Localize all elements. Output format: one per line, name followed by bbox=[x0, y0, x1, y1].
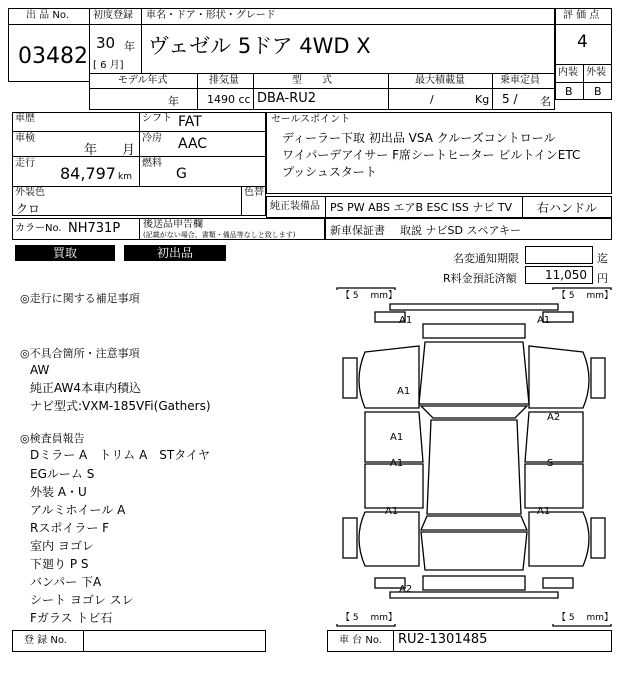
fuel-value: G bbox=[176, 166, 187, 182]
sales-point-line: ワイパーデアイサー F席シートヒーター ビルトインETC bbox=[282, 148, 581, 162]
defect-item: 純正AW4本車内積込 bbox=[30, 381, 142, 395]
mileage-label: 走行 bbox=[15, 158, 35, 169]
score-label: 評 価 点 bbox=[563, 10, 600, 21]
exterior-label: 外装 bbox=[586, 67, 606, 78]
tire-bracket-tl bbox=[337, 288, 395, 290]
defects-title: ◎不具合箇所・注意事項 bbox=[20, 347, 140, 360]
damage-mark: A1 bbox=[397, 386, 411, 397]
damage-mark: A1 bbox=[385, 506, 399, 517]
shift-label: シフト bbox=[142, 113, 172, 124]
front-grille bbox=[423, 324, 525, 338]
inspector-item: 外装 A・U bbox=[30, 485, 87, 499]
inspector-item: Dミラー A トリム A STタイヤ bbox=[30, 448, 210, 462]
reg-month: [ 6 月] bbox=[93, 60, 124, 71]
damage-mark: A1 bbox=[390, 458, 404, 469]
model-year-label: モデル年式 bbox=[118, 75, 168, 86]
rear-window-outline bbox=[421, 516, 527, 530]
name-change-label: 名変通知期限 bbox=[453, 252, 519, 265]
load-unit: Kg bbox=[475, 93, 490, 106]
sales-point-line: ディーラー下取 初出品 VSA クルーズコントロール bbox=[282, 131, 556, 145]
color-value: クロ bbox=[16, 202, 41, 216]
capacity-label: 乗車定員 bbox=[500, 75, 540, 86]
rear-right-lamp bbox=[543, 578, 573, 588]
first-listing-badge: 初出品 bbox=[124, 245, 226, 261]
type-label: 型 式 bbox=[292, 75, 332, 86]
displacement-label: 排気量 bbox=[209, 75, 239, 86]
damage-mark: A1 bbox=[537, 315, 551, 326]
left-front-fender bbox=[359, 346, 419, 408]
tire-depth-tl: 【 5 mm】 bbox=[341, 291, 397, 301]
after-note: (記載がない場合、書類・備品等なしと致します) bbox=[143, 231, 296, 239]
defect-item: AW bbox=[30, 363, 50, 377]
shift-value: FAT bbox=[178, 114, 202, 130]
name-change-box bbox=[525, 246, 593, 264]
trunk-outline bbox=[421, 532, 527, 570]
left-rear-fender bbox=[359, 512, 419, 566]
sales-points-label: セールスポイント bbox=[271, 114, 351, 125]
damage-mark: A1 bbox=[399, 315, 413, 326]
reg-no-label: 登 録 No. bbox=[24, 635, 67, 646]
left-rear-door bbox=[365, 464, 423, 508]
roof-outline bbox=[427, 420, 521, 514]
reg-year-unit: 年 bbox=[124, 40, 135, 53]
name-change-unit: 迄 bbox=[597, 252, 608, 265]
rear-garnish bbox=[423, 576, 525, 590]
mileage-unit: km bbox=[118, 172, 132, 182]
inspection-year: 年 bbox=[84, 143, 98, 158]
damage-mark: S bbox=[547, 458, 554, 469]
equipment-items: PS PW ABS エアB ESC ISS ナビ TV bbox=[330, 201, 513, 214]
handle-value: 右ハンドル bbox=[537, 201, 598, 215]
chassis-label: 車 台 No. bbox=[339, 635, 382, 646]
color-no-value: NH731P bbox=[68, 221, 121, 236]
mileage-value: 84,797 bbox=[60, 164, 116, 183]
inspection-label: 車検 bbox=[15, 133, 35, 144]
car-damage-diagram bbox=[335, 286, 613, 628]
inspector-title: ◎検査員報告 bbox=[20, 432, 85, 445]
right-rear-fender bbox=[529, 512, 589, 566]
rear-bumper-outline bbox=[390, 592, 558, 598]
ac-value: AAC bbox=[178, 136, 208, 152]
buy-badge: 買取 bbox=[15, 245, 115, 261]
lot-label: 出 品 No. bbox=[26, 10, 69, 21]
interior-score: B bbox=[565, 85, 573, 98]
warranty-label: 新車保証書 bbox=[330, 224, 385, 237]
car-name: ヴェゼル 5ドア 4WD X bbox=[148, 34, 371, 58]
recycle-fee: 11,050 bbox=[545, 268, 587, 282]
inspector-item: EGルーム S bbox=[30, 467, 95, 481]
chassis-number: RU2-1301485 bbox=[398, 632, 488, 647]
hood-outline bbox=[419, 342, 529, 404]
right-rear-door bbox=[525, 464, 583, 508]
inspector-item: シート ヨゴレ スレ bbox=[30, 593, 134, 607]
lot-number: 03482 bbox=[18, 44, 88, 69]
tire-front-right bbox=[591, 358, 605, 398]
inspector-item: Rスポイラー F bbox=[30, 521, 110, 535]
load-label: 最大積載量 bbox=[415, 75, 465, 86]
tire-depth-tr: 【 5 mm】 bbox=[557, 291, 613, 301]
recycle-label: R料金預託済額 bbox=[443, 272, 517, 285]
damage-mark: A2 bbox=[399, 584, 413, 595]
defect-item: ナビ型式:VXM-185VFi(Gathers) bbox=[30, 399, 211, 413]
inspector-item: Fガラス トビ石 bbox=[30, 611, 113, 625]
displacement: 1490 cc bbox=[207, 93, 251, 106]
model-year-unit: 年 bbox=[168, 95, 179, 108]
inspector-item: アルミホイール A bbox=[30, 503, 126, 517]
inspector-item: 室内 ヨゴレ bbox=[30, 539, 94, 553]
capacity-unit: 名 bbox=[540, 95, 551, 108]
right-front-fender bbox=[529, 346, 589, 408]
tire-depth-br: 【 5 mm】 bbox=[557, 613, 613, 623]
tire-front-left bbox=[343, 358, 357, 398]
damage-mark: A1 bbox=[390, 432, 404, 443]
sales-point-line: プッシュスタート bbox=[282, 165, 377, 179]
score-value: 4 bbox=[577, 32, 588, 52]
inspector-item: バンパー 下A bbox=[30, 575, 102, 589]
load-value: / bbox=[430, 93, 434, 106]
recycle-unit: 円 bbox=[597, 272, 608, 285]
equipment-extras: 取説 ナビSD スペアキー bbox=[400, 224, 522, 237]
inspection-month: 月 bbox=[122, 143, 136, 158]
damage-mark: A1 bbox=[537, 506, 551, 517]
reg-label: 初度登録 bbox=[93, 10, 133, 21]
color-no-label: カラーNo. bbox=[15, 223, 62, 234]
windshield-outline bbox=[421, 406, 527, 418]
name-label: 車名・ドア・形状・グレード bbox=[146, 10, 276, 21]
type-value: DBA-RU2 bbox=[257, 91, 317, 106]
inspector-item: 下廻り P S bbox=[30, 557, 89, 571]
capacity-value: 5 / bbox=[502, 92, 518, 106]
front-bumper-outline bbox=[390, 304, 558, 310]
color-label: 外装色 bbox=[15, 187, 45, 198]
fuel-label: 燃料 bbox=[142, 158, 162, 169]
exterior-score: B bbox=[594, 85, 602, 98]
history-label: 車歴 bbox=[15, 113, 35, 124]
tire-bracket-br bbox=[553, 624, 611, 626]
reg-year: 30 bbox=[96, 34, 116, 52]
equipment-label: 純正装備品 bbox=[270, 201, 320, 212]
tire-rear-left bbox=[343, 518, 357, 558]
color-change-label: 色替 bbox=[244, 187, 264, 198]
tire-rear-right bbox=[591, 518, 605, 558]
interior-label: 内装 bbox=[558, 67, 578, 78]
after-label: 後送品申告欄 bbox=[143, 219, 203, 230]
tire-bracket-bl bbox=[337, 624, 395, 626]
damage-mark: A2 bbox=[547, 412, 561, 423]
tire-depth-bl: 【 5 mm】 bbox=[341, 613, 397, 623]
tire-bracket-tr bbox=[553, 288, 611, 290]
driving-title: ◎走行に関する補足事項 bbox=[20, 292, 140, 305]
ac-label: 冷房 bbox=[142, 133, 162, 144]
